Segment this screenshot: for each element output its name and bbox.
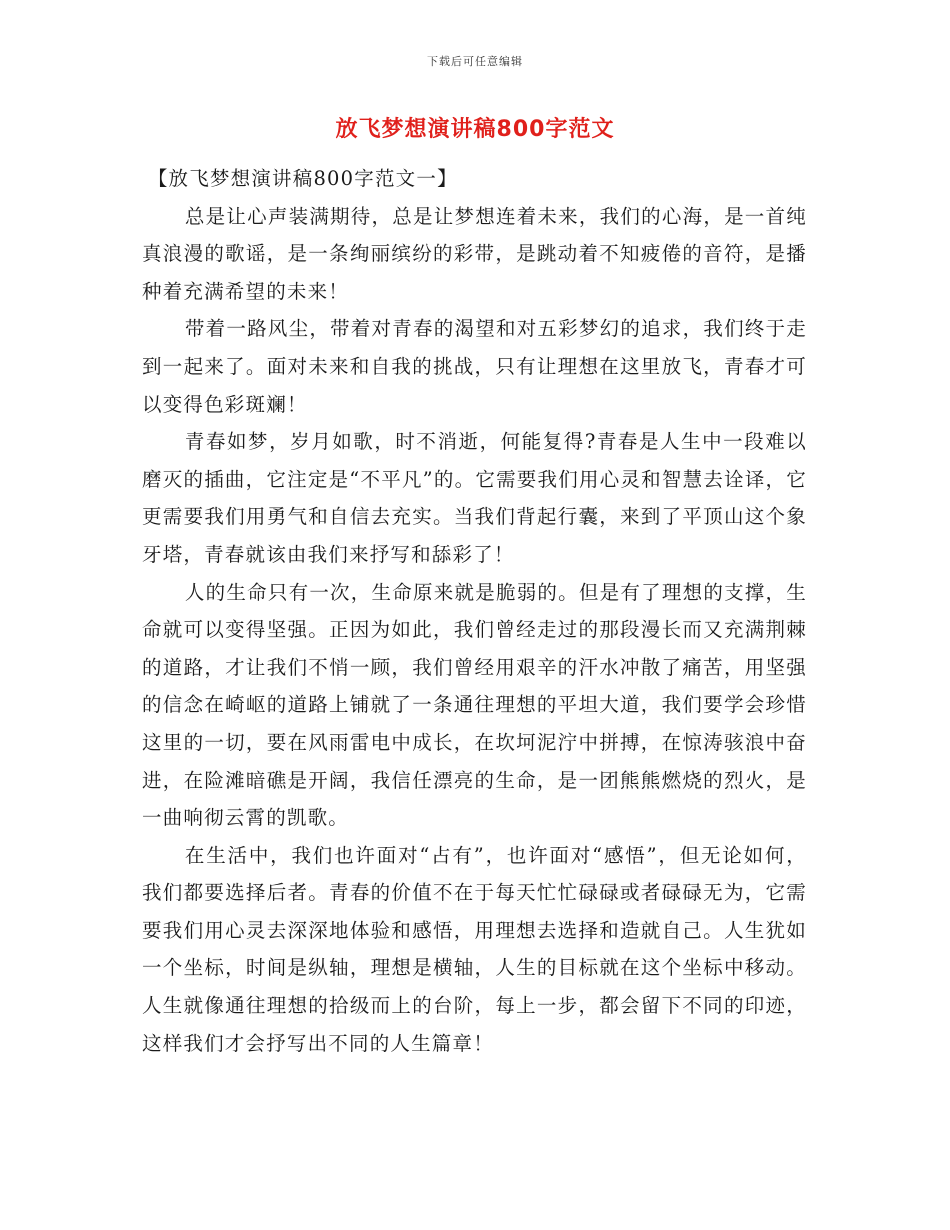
paragraph-5: 在生活中，我们也许面对“占有”，也许面对“感悟”，但无论如何，我们都要选择后者。青春的价值不在于每天忙忙碌碌或者碌碌无为，它需要我们用心灵去深深地体验和感悟，用理想去选择和造就自己。人生犹如一个坐标，时间是纵轴，理想是横轴，人生的目标就在这个坐标中移动。人生就像通往理想的拾级而上的台阶，每上一步，都会留下不同的印迹，这样我们才会抒写出不同的人生篇章！	[142, 843, 807, 1055]
paragraph-3: 青春如梦，岁月如歌，时不消逝，何能复得?青春是人生中一段难以磨灭的插曲，它注定是“不平凡”的。它需要我们用心灵和智慧去诠译，它更需要我们用勇气和自信去充实。当我们背起行囊，来到了平顶山这个象牙塔，青春就该由我们来抒写和舔彩了！	[142, 430, 807, 566]
document-body	[142, 160, 807, 1062]
paragraph-1: 总是让心声装满期待，总是让梦想连着未来，我们的心海，是一首纯真浪漫的歌谣，是一条绚丽缤纷的彩带，是跳动着不知疲倦的音符，是播种着充满希望的未来！	[142, 204, 807, 303]
paragraph-4: 人的生命只有一次，生命原来就是脆弱的。但是有了理想的支撑，生命就可以变得坚强。正因为如此，我们曾经走过的那段漫长而又充满荆棘的道路，才让我们不悄一顾，我们曾经用艰辛的汗水冲散了痛苦，用坚强的信念在崎岖的道路上铺就了一条通往理想的平坦大道，我们要学会珍惜这里的一切，要在风雨雷电中成长，在坎坷泥泞中拼搏，在惊涛骇浪中奋进，在险滩暗礁是开阔，我信任漂亮的生命，是一团熊熊燃烧的烈火，是一曲响彻云霄的凯歌。	[142, 580, 807, 830]
document-title: 放飞梦想演讲稿800字范文	[335, 117, 615, 142]
header-note: 下载后可任意编辑	[427, 55, 523, 68]
section-heading: 【放飞梦想演讲稿800字范文一】	[147, 167, 458, 190]
paragraph-2: 带着一路风尘，带着对青春的渴望和对五彩梦幻的追求，我们终于走到一起来了。面对未来和自我的挑战，只有让理想在这里放飞，青春才可以变得色彩斑斓！	[142, 317, 807, 416]
